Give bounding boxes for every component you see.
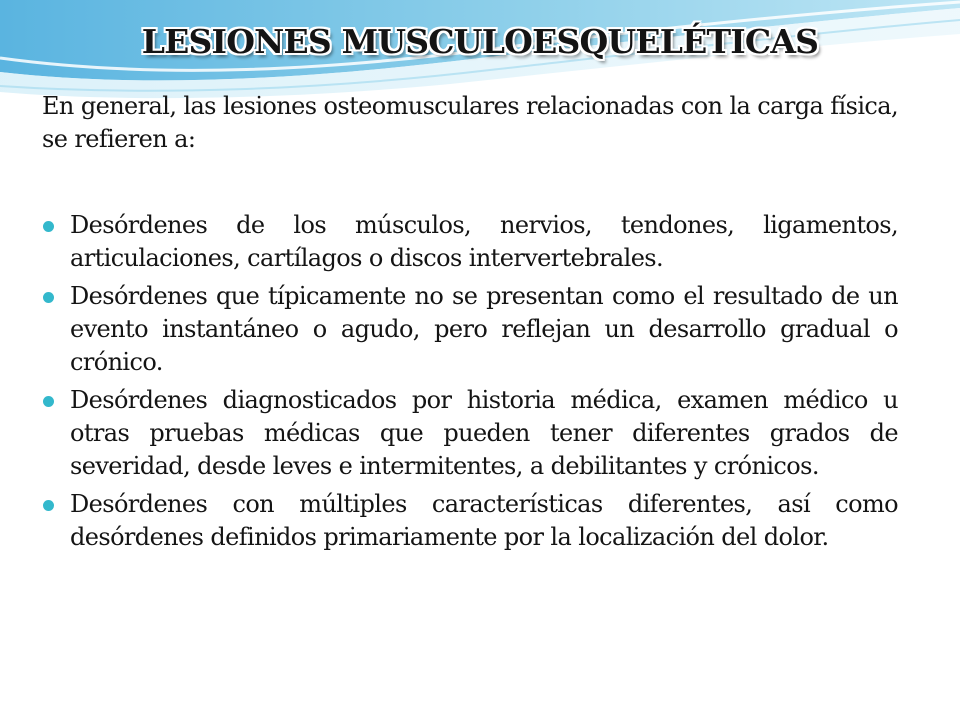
- bullet-text: Desórdenes de los músculos, nervios, tendones, ligamentos, articulaciones, cartílagos o discos intervertebrales.: [70, 211, 898, 272]
- bullet-dot-icon: [43, 500, 54, 511]
- bullet-item: [42, 280, 898, 379]
- bullet-item: [42, 488, 898, 554]
- bullet-dot-icon: [43, 221, 54, 232]
- bullet-dot-icon: [43, 396, 54, 407]
- bullet-item: [42, 384, 898, 483]
- bullet-text: Desórdenes que típicamente no se presentan como el resultado de un evento instantáneo o agudo, pero reflejan un desarrollo gradual o crónico.: [70, 282, 898, 376]
- bullet-dot-icon: [43, 292, 54, 303]
- intro-paragraph: En general, las lesiones osteomusculares relacionadas con la carga física, se refieren a:: [42, 92, 898, 153]
- bullet-item: [42, 209, 898, 275]
- bullet-list: [42, 209, 898, 554]
- bullet-text: Desórdenes diagnosticados por historia médica, examen médico u otras pruebas médicas que pueden tener diferentes grados de severidad, desde leves e intermitentes, a debilitantes y crónicos.: [70, 386, 898, 480]
- bullet-text: Desórdenes con múltiples características diferentes, así como desórdenes definidos primariamente por la localización del dolor.: [70, 490, 898, 551]
- slide-content: [42, 90, 898, 559]
- slide-title: LESIONES MUSCULOESQUELÉTICAS: [141, 22, 819, 61]
